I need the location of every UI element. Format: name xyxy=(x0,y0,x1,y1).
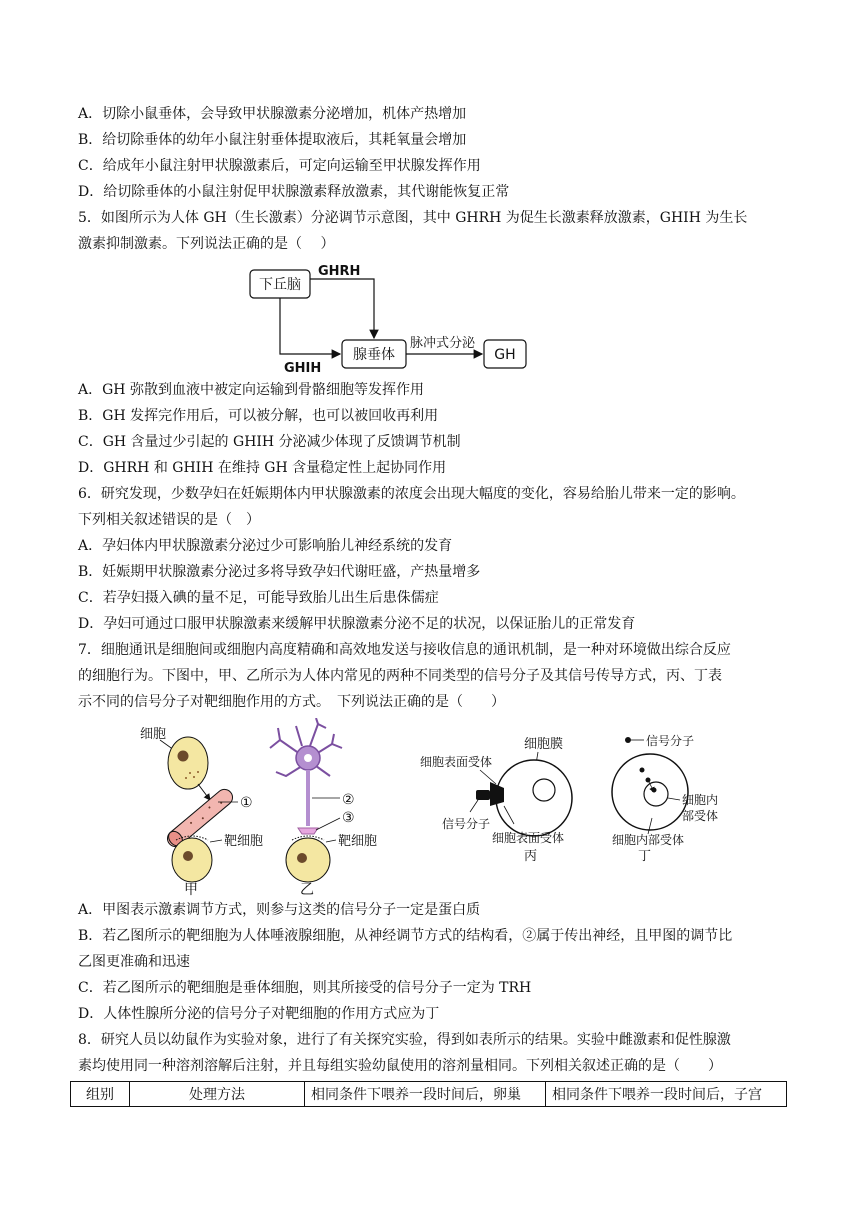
q5-option-d: D．GHRH 和 GHIH 在维持 GH 含量稳定性上起协同作用 xyxy=(78,460,447,476)
q7-option-c: C．若乙图所示的靶细胞是垂体细胞，则其所接受的信号分子一定为 TRH xyxy=(78,980,532,996)
panel-ding xyxy=(612,733,718,864)
panel-yi xyxy=(270,718,377,898)
panel-ding-label: 丁 xyxy=(638,849,652,864)
surface-receptor-label-2: 细胞表面受体 xyxy=(492,831,565,845)
q7-option-a: A．甲图表示激素调节方式，则参与这类的信号分子一定是蛋白质 xyxy=(78,902,481,918)
q4-option-a: A．切除小鼠垂体，会导致甲状腺激素分泌增加，机体产热增加 xyxy=(78,106,467,122)
q8-stem-line1: 8．研究人员以幼鼠作为实验对象，进行了有关探究实验，得到如表所示的结果。实验中雌激素和促性腺激 xyxy=(78,1032,731,1048)
q5-stem-line1: 5．如图所示为人体 GH（生长激素）分泌调节示意图，其中 GHRH 为促生长激素释放激素，GHIH 为生长 xyxy=(78,210,748,226)
inner-receptor-line2: 部受体 xyxy=(682,809,719,823)
target-cell-jia xyxy=(172,838,212,882)
q5-stem-line2: 激素抑制激素。下列说法正确的是（ ） xyxy=(78,236,335,252)
cell-bing xyxy=(496,760,572,836)
panel-yi-label: 乙 xyxy=(300,882,314,898)
q6-option-b: B．妊娠期甲状腺激素分泌过多将导致孕妇代谢旺盛，产热量增多 xyxy=(78,564,481,580)
hypothalamus-label: 下丘脑 xyxy=(259,277,301,293)
q7-option-b-cont: 乙图更准确和迅速 xyxy=(78,954,190,970)
q4-option-c: C．给成年小鼠注射甲状腺激素后，可定向运输至甲状腺发挥作用 xyxy=(78,158,481,174)
target-cell-label-2: 靶细胞 xyxy=(338,834,378,849)
q4-option-d: D．给切除垂体的小鼠注射促甲状腺激素释放激素，其代谢能恢复正常 xyxy=(78,184,510,200)
ghih-arrow xyxy=(280,298,340,354)
q5-option-c: C．GH 含量过少引起的 GHIH 分泌减少体现了反馈调节机制 xyxy=(78,434,461,450)
signal-molecule-shape xyxy=(476,790,490,800)
q7-option-b: B．若乙图所示的靶细胞为人体唾液腺细胞，从神经调节方式的结构看，②属于传出神经，且甲图的调节比 xyxy=(78,928,733,944)
q6-stem-line2: 下列相关叙述错误的是（ ） xyxy=(78,512,260,528)
q7-stem-line3: 示不同的信号分子对靶细胞作用的方式。 下列说法正确的是（ ） xyxy=(78,694,505,710)
q8-stem-line2: 素均使用同一种溶剂溶解后注射，并且每组实验幼鼠使用的溶剂量相同。下列相关叙述正确的是（ ） xyxy=(78,1058,722,1074)
target-cell-label-1: 靶细胞 xyxy=(224,834,264,849)
inner-receptor-line1: 细胞内 xyxy=(682,793,719,807)
q7-option-d: D．人体性腺所分泌的信号分子对靶细胞的作用方式应为丁 xyxy=(78,1006,440,1022)
q6-stem-line1: 6．研究发现，少数孕妇在妊娠期体内甲状腺激素的浓度会出现大幅度的变化，容易给胎儿带来一定的影响。 xyxy=(78,486,745,502)
header-ovary: 相同条件下喂养一段时间后，卵巢 xyxy=(305,1082,546,1107)
surface-receptor-label: 细胞表面受体 xyxy=(420,755,493,769)
panel-jia xyxy=(140,727,263,898)
label-3: ③ xyxy=(342,810,355,826)
panel-bing-label: 丙 xyxy=(524,849,538,864)
pituitary-label: 腺垂体 xyxy=(353,347,395,363)
cell-label: 细胞 xyxy=(140,727,167,742)
secreting-cell xyxy=(168,737,208,789)
q5-option-a: A．GH 弥散到血液中被定向运输到骨骼细胞等发挥作用 xyxy=(78,382,424,398)
target-cell-yi xyxy=(286,838,330,882)
label-2: ② xyxy=(342,792,355,808)
q6-option-c: C．若孕妇摄入碘的量不足，可能导致胎儿出生后患侏儒症 xyxy=(78,590,439,606)
ghrh-arrow xyxy=(310,279,374,338)
ghih-label: GHIH xyxy=(284,361,322,376)
pulse-secretion-label: 脉冲式分泌 xyxy=(410,336,476,351)
q6-option-a: A．孕妇体内甲状腺激素分泌过少可影响胎儿神经系统的发育 xyxy=(78,538,453,554)
q5-option-b: B．GH 发挥完作用后，可以被分解，也可以被回收再利用 xyxy=(78,408,439,424)
q4-option-b: B．给切除垂体的幼年小鼠注射垂体提取液后，其耗氧量会增加 xyxy=(78,132,467,148)
signal-label-2: 信号分子 xyxy=(646,734,695,748)
q6-option-d: D．孕妇可通过口服甲状腺激素来缓解甲状腺激素分泌不足的状况，以保证胎儿的正常发育 xyxy=(78,616,636,632)
header-uterus: 相同条件下喂养一段时间后，子宫 xyxy=(546,1082,787,1107)
ghrh-label: GHRH xyxy=(318,264,361,279)
gh-regulation-diagram xyxy=(240,260,540,380)
q8-table xyxy=(70,1081,787,1107)
q7-stem-line2: 的细胞行为。下图中，甲、乙所示为人体内常见的两种不同类型的信号分子及其信号传导方式，丙、丁表 xyxy=(78,668,722,684)
q7-stem-line1: 7．细胞通讯是细胞间或细胞内高度精确和高效地发送与接收信息的通讯机制，是一种对环境做出综合反应 xyxy=(78,642,731,658)
signal-label: 信号分子 xyxy=(442,817,491,831)
label-1: ① xyxy=(240,795,253,811)
table-header-row xyxy=(71,1082,787,1107)
cell-communication-figure xyxy=(120,718,760,898)
inner-receptor-label: 细胞内部受体 xyxy=(612,833,685,847)
header-treatment: 处理方法 xyxy=(130,1082,305,1107)
panel-jia-label: 甲 xyxy=(184,882,198,898)
gh-label: GH xyxy=(494,347,516,363)
panel-bing xyxy=(420,737,572,864)
header-group: 组别 xyxy=(71,1082,130,1107)
membrane-label: 细胞膜 xyxy=(524,737,564,752)
